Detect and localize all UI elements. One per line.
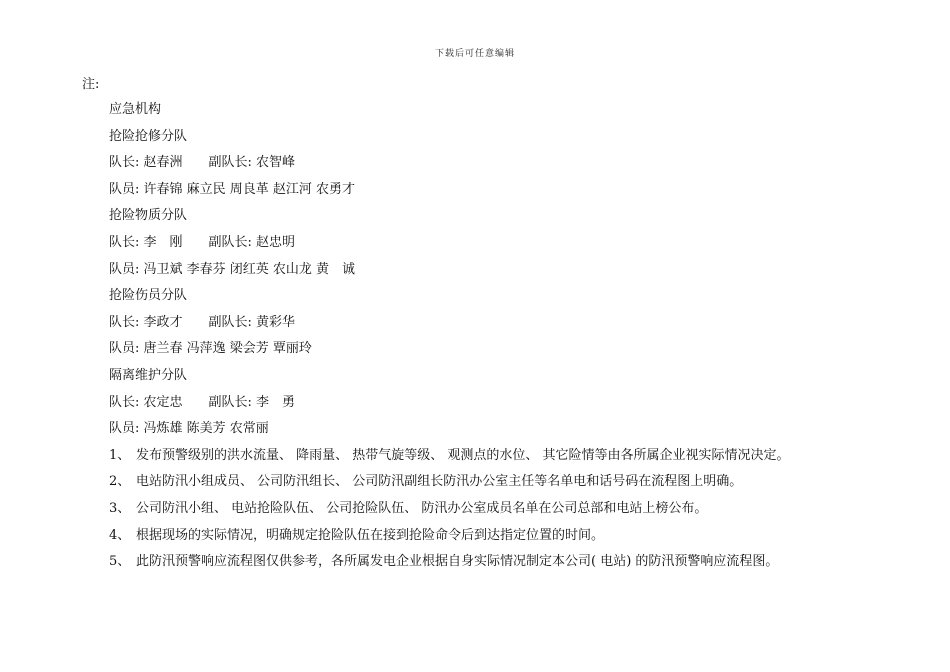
note-text: 电站防汛小组成员、 公司防汛组长、 公司防汛副组长防汛办公室主任等名单电和话号码在流程图上明确。 [136, 474, 743, 490]
team-deputy: 副队长: 赵忠明 [208, 234, 296, 250]
note-number: 4、 [109, 527, 131, 543]
note-item [109, 469, 909, 496]
note-number: 1、 [109, 447, 131, 463]
note-item [109, 496, 909, 523]
note-text: 此防汛预警响应流程图仅供参考，各所属发电企业根据自身实际情况制定本公司( 电站) 的防汛预警响应流程图。 [136, 554, 779, 570]
team-name: 隔离维护分队 [109, 367, 188, 383]
team-deputy: 副队长: 黄彩华 [208, 314, 296, 330]
document-body [109, 97, 909, 576]
note-item [109, 549, 909, 576]
team-deputy: 副队长: 李 勇 [208, 394, 296, 410]
team-leader: 队长: 李 刚 [109, 234, 183, 250]
note-text: 公司防汛小组、 电站抢险队伍、 公司抢险队伍、 防汛办公室成员名单在公司总部和电站上榜公布。 [136, 500, 708, 516]
team-members: 队员: 唐兰春 冯萍逸 梁会芳 覃丽玲 [109, 341, 312, 357]
note-item [109, 523, 909, 550]
note-number: 5、 [109, 554, 131, 570]
note-number: 3、 [109, 500, 131, 516]
note-label: 注: [82, 77, 100, 92]
note-item [109, 443, 909, 470]
note-text: 根据现场的实际情况，明确规定抢险队伍在接到抢险命令后到达指定位置的时间。 [136, 527, 605, 543]
team-name: 抢险物质分队 [109, 208, 188, 224]
team-name: 抢险伤员分队 [109, 288, 188, 304]
team-leaders [109, 150, 909, 177]
note-number: 2、 [109, 474, 131, 490]
team-leader: 队长: 李政才 [109, 314, 183, 330]
org-title: 应急机构 [109, 102, 162, 117]
team-name: 抢险抢修分队 [109, 128, 188, 144]
team-leader: 队长: 赵春洲 [109, 155, 183, 171]
team-members: 队员: 许春锦 麻立民 周良革 赵江河 农勇才 [109, 181, 356, 197]
team-members: 队员: 冯炼雄 陈美芳 农常丽 [109, 421, 269, 437]
team-leaders [109, 390, 909, 417]
team-deputy: 副队长: 农智峰 [208, 155, 296, 171]
page-header: 下载后可任意编辑 [434, 49, 515, 59]
team-members: 队员: 冯卫斌 李春芬 闭红英 农山龙 黄 诚 [109, 261, 356, 277]
team-leaders [109, 230, 909, 257]
team-leader: 队长: 农定忠 [109, 394, 183, 410]
team-leaders [109, 310, 909, 337]
note-text: 发布预警级别的洪水流量、 降雨量、 热带气旋等级、 观测点的水位、 其它险情等由各所属企业视实际情况决定。 [136, 447, 790, 463]
